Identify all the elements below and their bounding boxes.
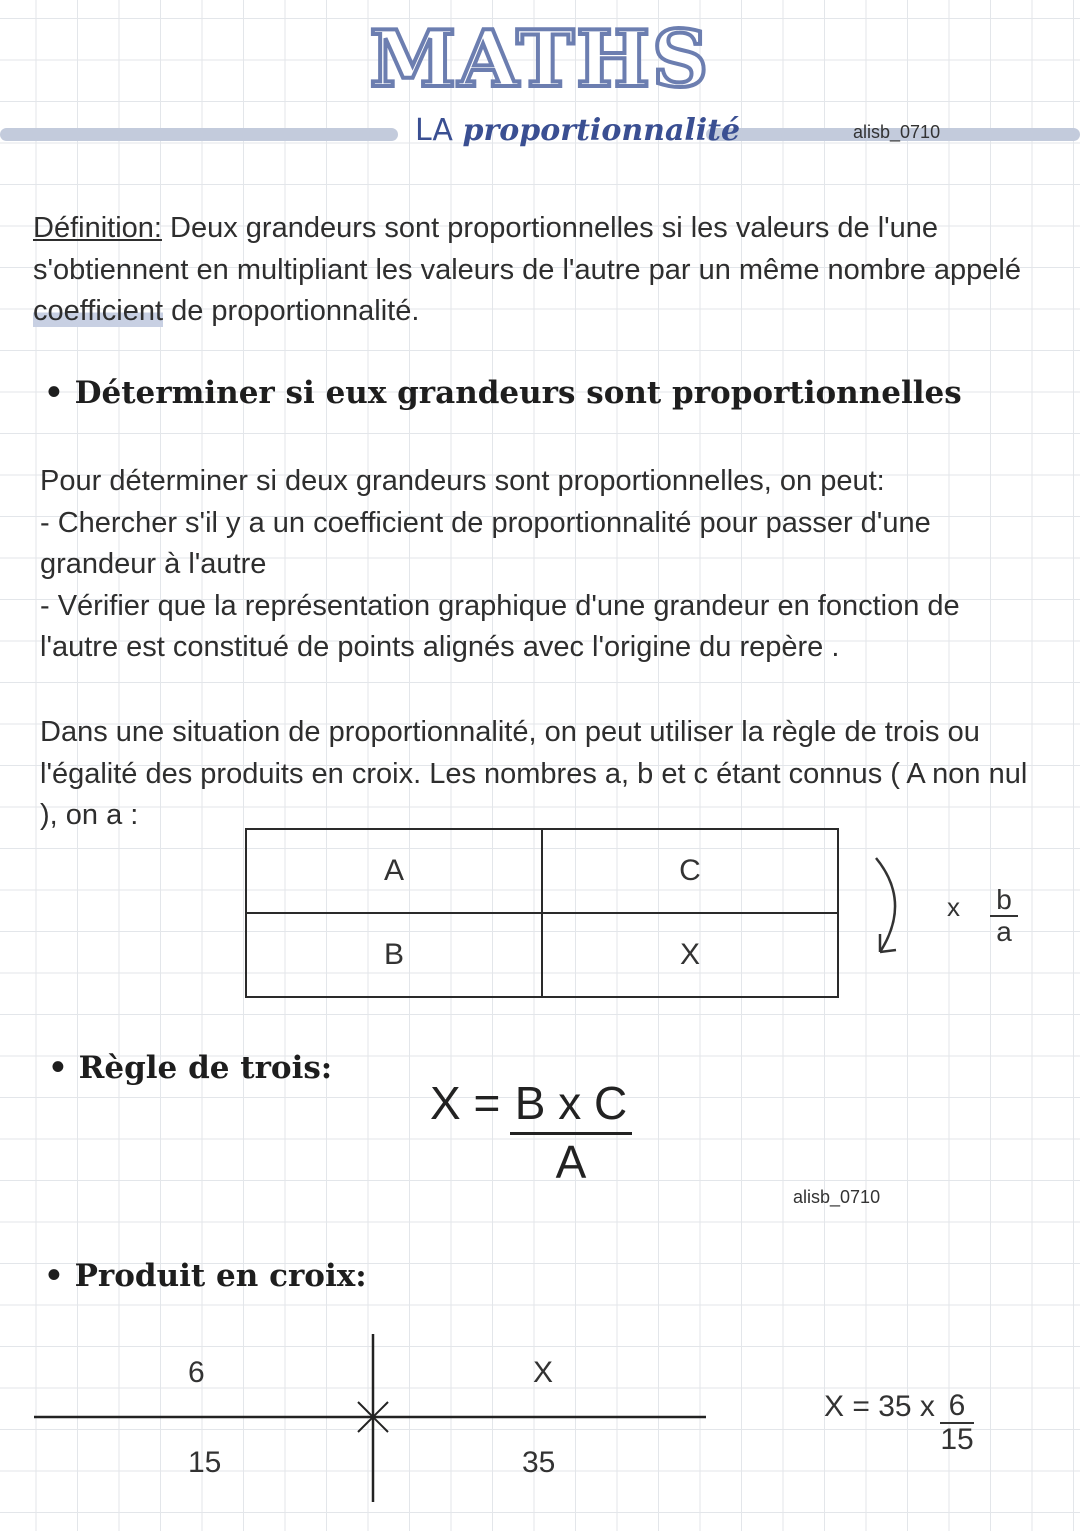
definition-text-1: Deux grandeurs sont proportionnelles si les valeurs de l'une s'obtiennent en multipliant les valeurs de l'autre par un même nombre appelé: [33, 212, 1021, 286]
proportion-table: [245, 828, 839, 998]
table-cell-b: B: [246, 913, 542, 997]
cross-result-fraction: [940, 1390, 974, 1456]
section-heading-rule-of-three: [48, 1050, 332, 1086]
cross-bottom-right: 35: [522, 1446, 556, 1479]
section-1-intro: Pour déterminer si deux grandeurs sont proportionnelles, on peut:: [40, 465, 885, 497]
table-cell-x: X: [542, 913, 838, 997]
definition-label: Définition:: [33, 212, 162, 244]
rule-eq: =: [473, 1077, 501, 1129]
rule-fraction: [510, 1076, 632, 1189]
section-heading-determine-text: Déterminer si eux grandeurs sont proportionnelles: [74, 375, 962, 411]
fraction-denominator: a: [996, 916, 1012, 947]
page-subtitle: [415, 113, 740, 148]
rule-lhs: [430, 1076, 500, 1130]
table-row: [246, 913, 838, 997]
fraction-numerator: b: [996, 884, 1012, 915]
section-1-item-1: - Chercher s'il y a un coefficient de proportionnalité pour passer d'une grandeur à l'autre: [40, 506, 931, 580]
section-1-body: [40, 461, 1040, 669]
cross-bottom-left: 15: [188, 1446, 222, 1479]
table-cell-c: C: [542, 829, 838, 913]
coefficient-fraction: [990, 885, 1018, 947]
situation-paragraph: Dans une situation de proportionnalité, on peut utiliser la règle de trois ou l'égalité des produits en croix. Les nombres a, b et c étant connus ( A non nul ), on a :: [40, 716, 1028, 831]
rule-denominator: A: [555, 1136, 587, 1188]
section-heading-determine: [44, 375, 962, 411]
cross-product-heading-text: Produit en croix:: [74, 1258, 367, 1294]
section-1-item-2: - Vérifier que la représentation graphique d'une grandeur en fonction de l'autre est constitué de points alignés avec l'origine du repère .: [40, 589, 960, 663]
section-heading-cross-product: [44, 1258, 367, 1294]
table-cell-a: A: [246, 829, 542, 913]
rule-lhs-var: X: [430, 1077, 461, 1129]
rule-numerator: B x C: [514, 1077, 628, 1129]
rule-of-three-heading-text: Règle de trois:: [78, 1050, 333, 1086]
cross-product-diagram: [0, 1320, 720, 1520]
page-title: MATHS: [369, 14, 711, 105]
author-handle-top: alisb_0710: [853, 122, 941, 142]
subtitle-prefix: LA: [415, 113, 453, 148]
subtitle-main: proportionnalité: [462, 113, 741, 148]
bullet-icon: •: [44, 375, 75, 411]
definition-text-2: de proportionnalité.: [163, 295, 420, 327]
curved-arrow-icon: [860, 850, 920, 965]
cross-result-lhs: X = 35 x: [824, 1390, 935, 1423]
table-row: [246, 829, 838, 913]
bullet-icon: •: [44, 1258, 75, 1294]
header-band-left: [0, 128, 398, 141]
cross-top-right: X: [533, 1356, 554, 1389]
definition-paragraph: [33, 208, 1033, 333]
definition-keyword: coefficient: [33, 295, 164, 327]
cross-result-numerator: 6: [948, 1389, 966, 1422]
multiplier-sign: x: [947, 892, 960, 922]
cross-result-denominator: 15: [940, 1423, 974, 1456]
author-handle-mid: alisb_0710: [793, 1187, 881, 1207]
cross-top-left: 6: [188, 1356, 205, 1389]
bullet-icon: •: [48, 1050, 79, 1086]
